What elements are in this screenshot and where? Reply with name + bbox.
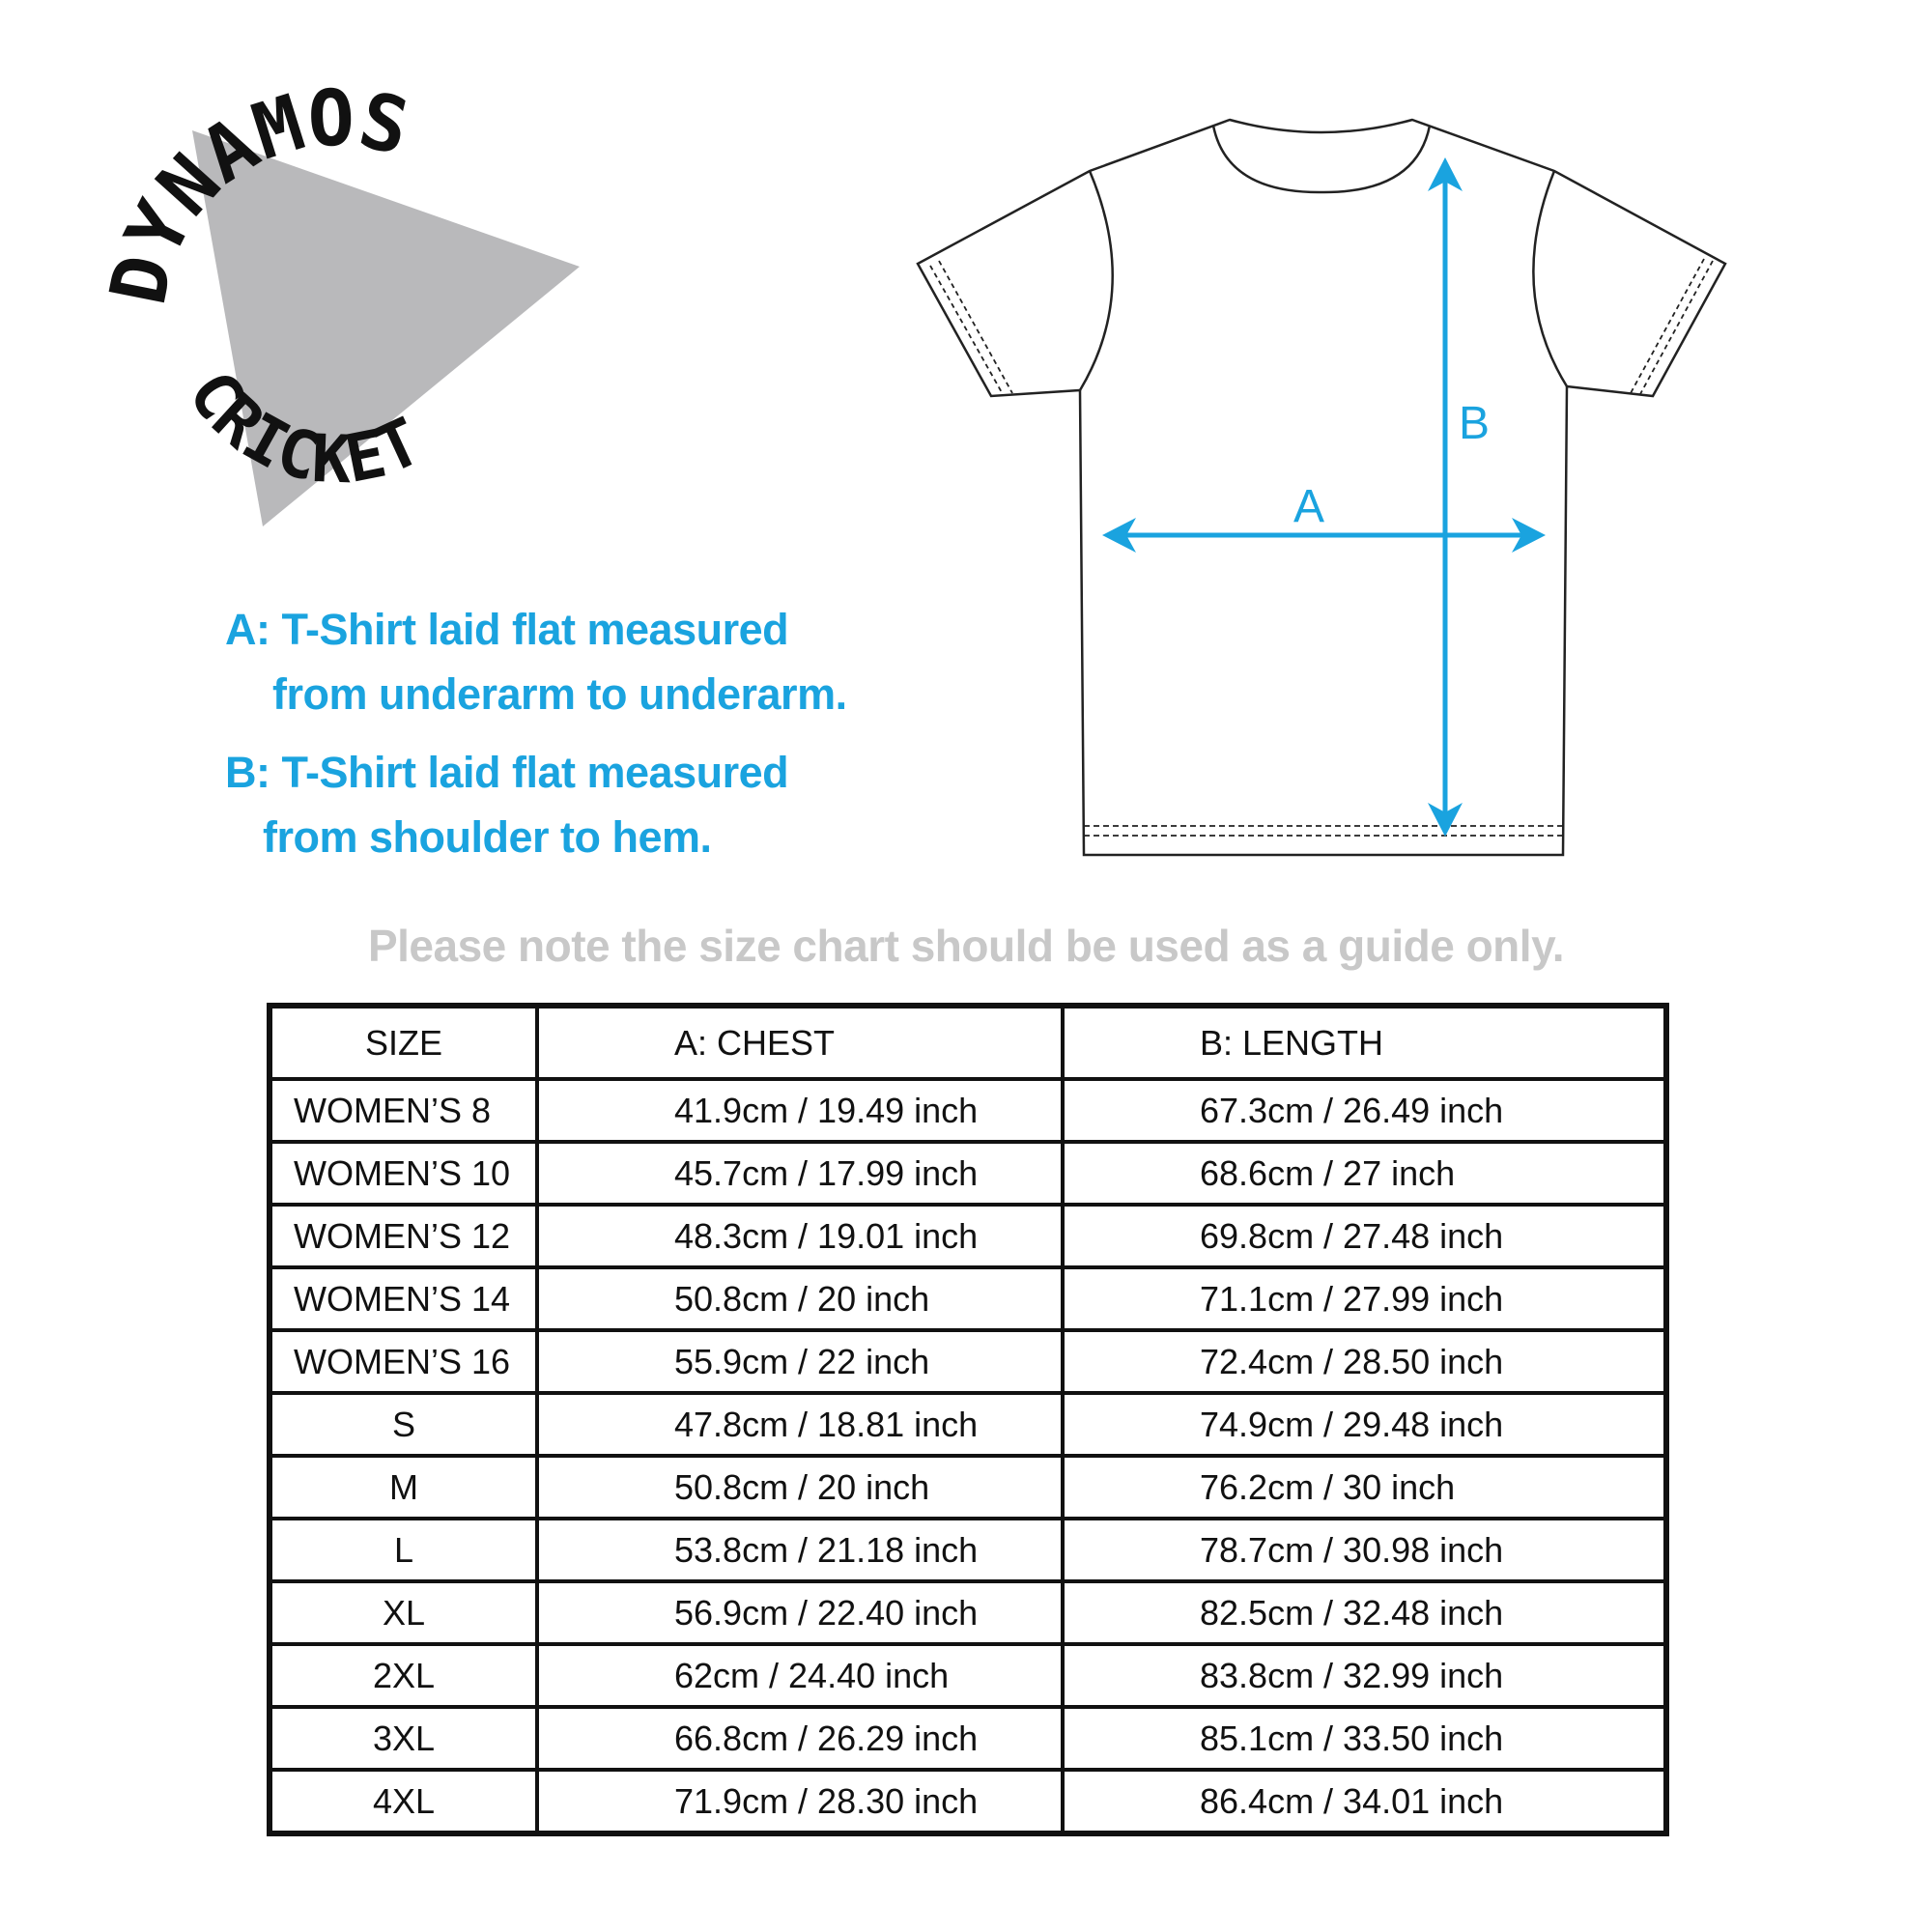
tshirt-collar — [1213, 126, 1430, 192]
cell-chest: 47.8cm / 18.81 inch — [537, 1393, 1063, 1456]
cell-chest: 53.8cm / 21.18 inch — [537, 1519, 1063, 1581]
label-b: B — [1458, 398, 1491, 449]
cell-length: 76.2cm / 30 inch — [1063, 1456, 1666, 1519]
label-a: A — [1293, 481, 1325, 532]
cell-chest: 41.9cm / 19.49 inch — [537, 1079, 1063, 1142]
cell-length: 85.1cm / 33.50 inch — [1063, 1707, 1666, 1770]
logo-bottom-text: CRICKET — [172, 357, 433, 499]
table-row — [270, 1267, 1666, 1330]
cell-length: 69.8cm / 27.48 inch — [1063, 1205, 1666, 1267]
cell-length: 78.7cm / 30.98 inch — [1063, 1519, 1666, 1581]
table-row — [270, 1519, 1666, 1581]
sleeve-stitching — [930, 259, 1713, 394]
cell-size: WOMEN’S 16 — [270, 1330, 537, 1393]
cell-length: 67.3cm / 26.49 inch — [1063, 1079, 1666, 1142]
cell-size: WOMEN’S 12 — [270, 1205, 537, 1267]
header-chest: A: CHEST — [537, 1006, 1063, 1079]
description-a-line2: from underarm to underarm. — [272, 669, 847, 719]
table-row — [270, 1770, 1666, 1833]
cell-chest: 45.7cm / 17.99 inch — [537, 1142, 1063, 1205]
left-armhole — [1080, 171, 1113, 390]
cell-chest: 50.8cm / 20 inch — [537, 1267, 1063, 1330]
header-length: B: LENGTH — [1063, 1006, 1666, 1079]
table-row — [270, 1644, 1666, 1707]
cell-size: M — [270, 1456, 537, 1519]
cell-length: 82.5cm / 32.48 inch — [1063, 1581, 1666, 1644]
cell-size: 3XL — [270, 1707, 537, 1770]
cell-length: 74.9cm / 29.48 inch — [1063, 1393, 1666, 1456]
table-row — [270, 1330, 1666, 1393]
cell-chest: 55.9cm / 22 inch — [537, 1330, 1063, 1393]
measurement-arrows — [1102, 157, 1546, 837]
cell-chest: 66.8cm / 26.29 inch — [537, 1707, 1063, 1770]
cell-length: 86.4cm / 34.01 inch — [1063, 1770, 1666, 1833]
cell-length: 68.6cm / 27 inch — [1063, 1142, 1666, 1205]
right-armhole — [1533, 171, 1567, 386]
dynamos-cricket-logo — [93, 72, 580, 526]
cell-size: WOMEN’S 14 — [270, 1267, 537, 1330]
cell-size: 2XL — [270, 1644, 537, 1707]
size-guide-note: Please note the size chart should be used as a guide only. — [367, 921, 1565, 971]
table-row — [270, 1079, 1666, 1142]
cell-chest: 50.8cm / 20 inch — [537, 1456, 1063, 1519]
hem-stitching — [1084, 826, 1563, 836]
cell-length: 83.8cm / 32.99 inch — [1063, 1644, 1666, 1707]
table-row — [270, 1142, 1666, 1205]
cell-length: 72.4cm / 28.50 inch — [1063, 1330, 1666, 1393]
table-row — [270, 1205, 1666, 1267]
table-header-row — [270, 1006, 1666, 1079]
cell-size: S — [270, 1393, 537, 1456]
cell-size: XL — [270, 1581, 537, 1644]
cell-chest: 71.9cm / 28.30 inch — [537, 1770, 1063, 1833]
cell-chest: 48.3cm / 19.01 inch — [537, 1205, 1063, 1267]
cell-chest: 62cm / 24.40 inch — [537, 1644, 1063, 1707]
logo-top-text: DYNAMOS — [93, 72, 417, 312]
cell-size: WOMEN’S 8 — [270, 1079, 537, 1142]
description-a-line1: A: T-Shirt laid flat measured — [225, 605, 789, 654]
header-size: SIZE — [270, 1006, 537, 1079]
description-b-line1: B: T-Shirt laid flat measured — [225, 748, 789, 797]
description-b-line2: from shoulder to hem. — [263, 812, 712, 862]
size-chart-table — [267, 1003, 1669, 1836]
cell-size: 4XL — [270, 1770, 537, 1833]
cell-length: 71.1cm / 27.99 inch — [1063, 1267, 1666, 1330]
table-row — [270, 1707, 1666, 1770]
cell-chest: 56.9cm / 22.40 inch — [537, 1581, 1063, 1644]
table-row — [270, 1393, 1666, 1456]
table-row — [270, 1456, 1666, 1519]
cell-size: L — [270, 1519, 537, 1581]
cell-size: WOMEN’S 10 — [270, 1142, 537, 1205]
table-row — [270, 1581, 1666, 1644]
